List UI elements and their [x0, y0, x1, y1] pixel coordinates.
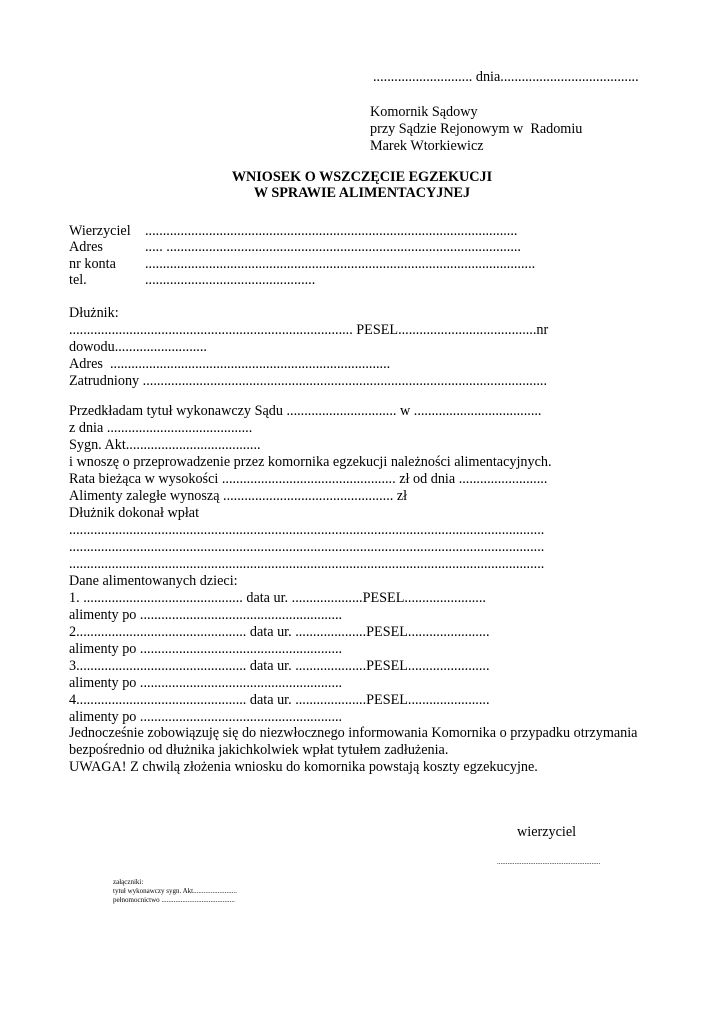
- recipient-line-1: Komornik Sądowy: [370, 104, 478, 120]
- attachments-heading: załączniki:: [113, 878, 144, 886]
- exec-line: ......................................................................................................................................: [69, 539, 545, 555]
- creditor-account-label: nr konta: [69, 256, 116, 272]
- exec-line: z dnia .........................................: [69, 420, 253, 436]
- exec-line: ......................................................................................................................................: [69, 522, 545, 538]
- creditor-field: .........................................................................................................: [145, 223, 518, 239]
- exec-line: Przedkładam tytuł wykonawczy Sądu ............................... w ....................................: [69, 403, 542, 419]
- debtor-heading: Dłużnik:: [69, 305, 119, 321]
- exec-line: Dłużnik dokonał wpłat: [69, 505, 200, 521]
- attachment-line: tytuł wykonawczy sygn. Akt.........................: [113, 887, 237, 895]
- exec-line: Rata bieżąca w wysokości ................................................. zł od dnia .........................: [69, 471, 548, 487]
- child-line: 1. ............................................. data ur. ....................PESEL.......................: [69, 590, 486, 606]
- attachment-line: pełnomocnictwo ..........................................: [113, 896, 235, 904]
- child-line: 4................................................ data ur. ....................PESEL.......................: [69, 692, 490, 708]
- exec-line: ......................................................................................................................................: [69, 556, 545, 572]
- child-line: alimenty po .........................................................: [69, 709, 343, 725]
- creditor-account-field: ..............................................................................................................: [145, 256, 536, 272]
- child-line: alimenty po .........................................................: [69, 607, 343, 623]
- recipient-line-2: przy Sądzie Rejonowym w Radomiu: [370, 121, 583, 137]
- closing-warning: UWAGA! Z chwilą złożenia wniosku do komornika powstają koszty egzekucyjne.: [69, 759, 538, 775]
- signature-line: ...........................................................: [497, 858, 601, 866]
- document-title-line-1: WNIOSEK O WSZCZĘCIE EGZEKUCJI: [231, 169, 493, 185]
- creditor-phone-label: tel.: [69, 272, 87, 288]
- debtor-line: Zatrudniony ..................................................................................................................: [69, 373, 548, 389]
- exec-line: Alimenty zaległe wynoszą ................................................ zł: [69, 488, 408, 504]
- document-title-line-2: W SPRAWIE ALIMENTACYJNEJ: [253, 185, 471, 201]
- creditor-label: Wierzyciel: [69, 223, 131, 239]
- child-line: alimenty po .........................................................: [69, 675, 343, 691]
- creditor-phone-field: ................................................: [145, 272, 316, 288]
- child-line: 2................................................ data ur. ....................PESEL.......................: [69, 624, 490, 640]
- recipient-line-3: Marek Wtorkiewicz: [370, 138, 484, 154]
- closing-line: bezpośrednio od dłużnika jakichkolwiek wpłat tytułem zadłużenia.: [69, 742, 449, 758]
- exec-line: Sygn. Akt......................................: [69, 437, 261, 453]
- creditor-address-label: Adres: [69, 239, 103, 255]
- signature-label: wierzyciel: [517, 824, 577, 840]
- debtor-line: ................................................................................ PESEL.......................................nr: [69, 322, 549, 338]
- debtor-line: dowodu..........................: [69, 339, 207, 355]
- children-heading: Dane alimentowanych dzieci:: [69, 573, 238, 589]
- creditor-address-field: ..... ....................................................................................................: [145, 239, 521, 255]
- date-line: ............................ dnia.......................................: [373, 69, 639, 85]
- closing-line: Jednocześnie zobowiązuję się do niezwłocznego informowania Komornika o przypadku otrzymania: [69, 725, 638, 741]
- child-line: 3................................................ data ur. ....................PESEL.......................: [69, 658, 490, 674]
- child-line: alimenty po .........................................................: [69, 641, 343, 657]
- exec-line: i wnoszę o przeprowadzenie przez komornika egzekucji należności alimentacyjnych.: [69, 454, 552, 470]
- debtor-line: Adres ...............................................................................: [69, 356, 391, 372]
